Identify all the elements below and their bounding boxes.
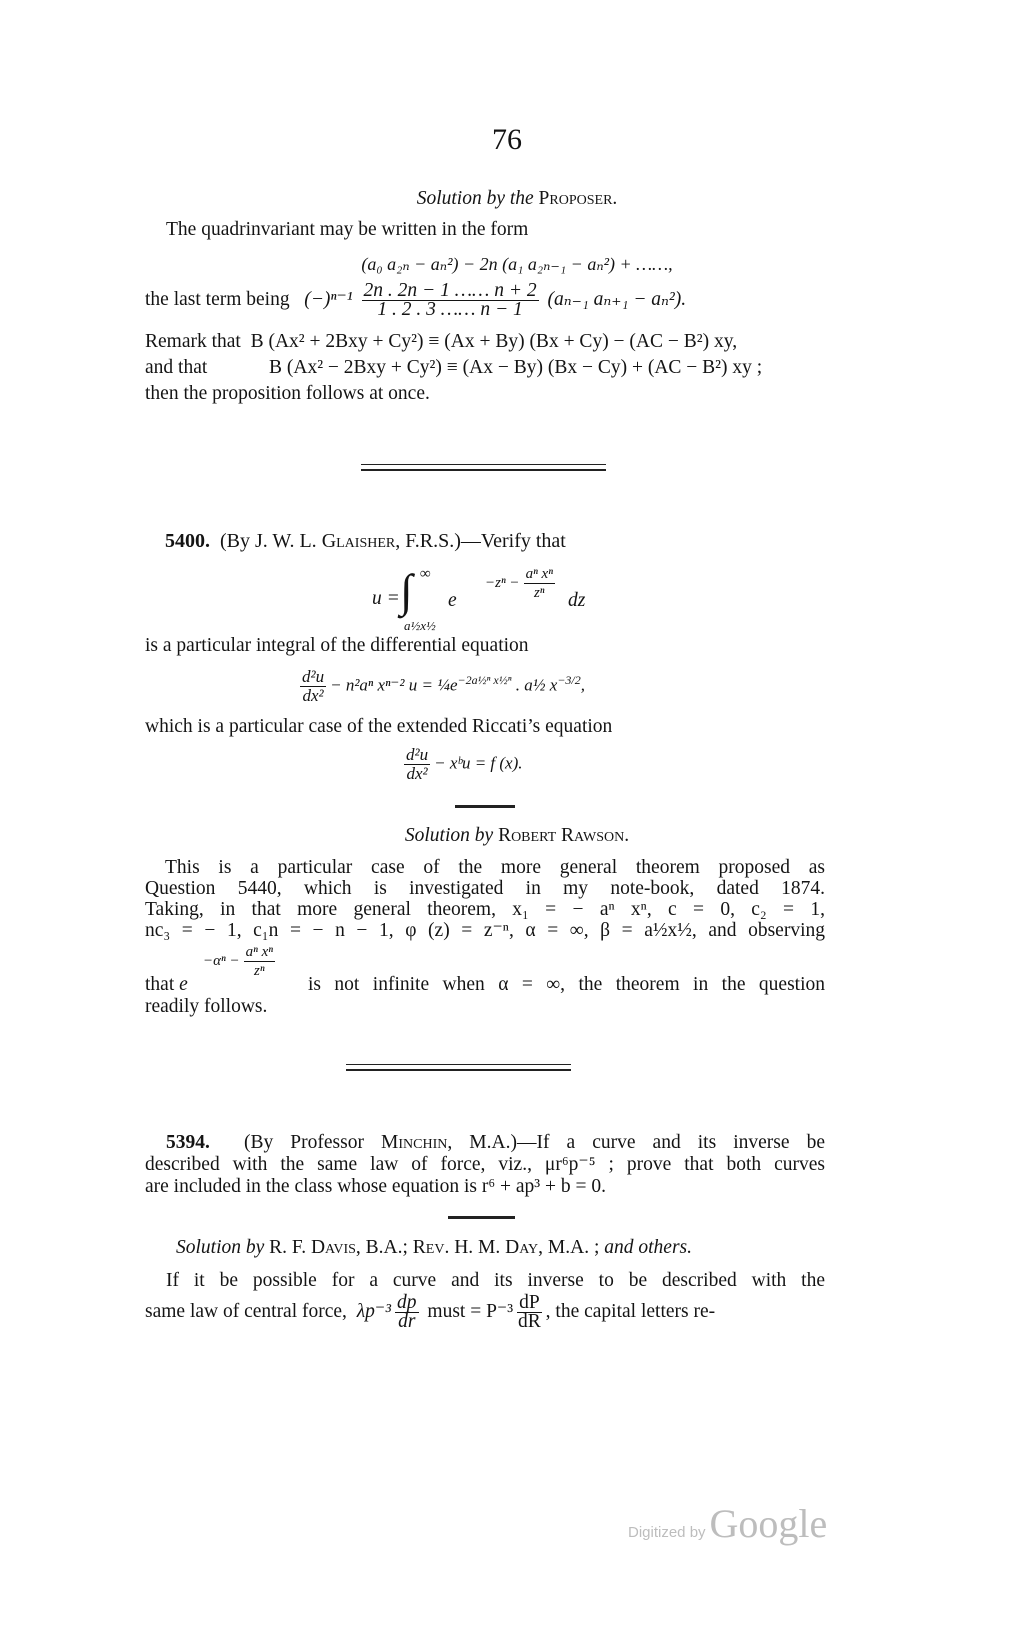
google-watermark <box>628 1500 827 1547</box>
solution-heading <box>10 825 1014 847</box>
lower-limit: a½x½ <box>404 618 436 633</box>
paragraph-line: described with the same law of force, viz., μr⁶p⁻⁵ ; prove that both curves <box>145 1154 825 1175</box>
solution-heading <box>10 188 1014 210</box>
exponent <box>485 565 559 602</box>
riccati-equation <box>400 746 523 783</box>
denominator: zⁿ <box>253 963 265 979</box>
text: must = P⁻³ <box>427 1300 514 1322</box>
label: the last term being <box>145 288 290 310</box>
de-tail-exponent: −3/2 <box>557 672 581 687</box>
numerator: d²u <box>406 745 429 764</box>
paragraph-line: are included in the class whose equation is r⁶ + ap³ + b = 0. <box>145 1176 606 1197</box>
question-header <box>165 530 566 552</box>
exponent <box>203 943 279 980</box>
paragraph-line: Question 5440, which is investigated in my note-book, dated 1874. <box>145 878 825 899</box>
that: that <box>145 974 175 995</box>
numerator: aⁿ xⁿ <box>525 566 553 582</box>
denominator: 1 . 2 . 3 …… n − 1 <box>377 299 523 320</box>
fraction <box>300 668 326 705</box>
numerator: dp <box>397 1292 417 1313</box>
by: (By Professor <box>243 1132 364 1153</box>
short-rule <box>455 805 515 808</box>
equation: B (Ax² + 2Bxy + Cy²) ≡ (Ax + By) (Bx + Cy) − (AC − B²) xy, <box>250 331 738 352</box>
denominator: dr <box>395 1312 419 1331</box>
heading-names: R. F. Davis, B.A.; Rev. H. M. Day, M.A. ; <box>269 1237 600 1258</box>
text: , the capital letters re- <box>545 1300 716 1322</box>
paragraph-line: is a particular integral of the differential equation <box>145 635 529 656</box>
author: Minchin <box>381 1132 448 1153</box>
differential-equation <box>296 668 585 705</box>
heading-italic: Solution by <box>176 1237 265 1258</box>
label: and that <box>145 357 208 378</box>
question-number: 5394. <box>166 1132 210 1153</box>
label: Remark that <box>145 331 241 352</box>
denominator: zⁿ <box>533 585 545 601</box>
solution-heading <box>176 1237 692 1259</box>
exp-base: e <box>448 590 457 611</box>
question-number: 5400. <box>165 530 210 552</box>
exponent-fraction <box>524 565 555 602</box>
exponent-fraction <box>244 943 275 980</box>
short-rule <box>448 1216 515 1219</box>
fraction <box>404 746 430 783</box>
de-tail: . a½ x <box>515 675 558 695</box>
sign: (−)ⁿ⁻¹ <box>304 288 353 310</box>
exponent-prefix: −αⁿ − <box>203 952 240 969</box>
last-term-line <box>145 282 686 319</box>
paragraph-line: If it be possible for a curve and its inverse to be described with the <box>166 1270 825 1291</box>
exponent-prefix: −zⁿ − <box>485 574 520 591</box>
heading-name: Robert Rawson. <box>498 825 630 846</box>
numerator: 2n . 2n − 1 …… n + 2 <box>363 280 537 301</box>
riccati-rest: − xᵇu = f (x). <box>434 753 523 773</box>
paragraph-line: which is a particular case of the extended Riccati’s equation <box>145 716 613 737</box>
math: λp⁻³ <box>356 1300 392 1322</box>
de-exponent: −2a½ⁿ x½ⁿ <box>457 672 512 687</box>
de-rest: − n²aⁿ xⁿ⁻² u = ¼e <box>330 675 458 695</box>
dz: dz <box>568 590 586 611</box>
heading-italic: Solution by the <box>416 188 534 209</box>
formula: (a₀ a₂ₙ − aₙ²) − 2n (a₁ a₂ₙ₋₁ − aₙ²) + ……, <box>361 254 673 274</box>
paragraph-line: is not infinite when α = ∞, the theorem in the question <box>308 974 825 995</box>
remark-line <box>145 331 737 353</box>
fraction <box>395 1294 419 1331</box>
text: same law of central force, <box>145 1300 347 1322</box>
denominator: dx² <box>406 764 428 783</box>
integral-lhs: u = <box>372 588 400 609</box>
watermark-small: Digitized by <box>628 1524 706 1541</box>
exp-base: e <box>179 974 188 995</box>
double-rule <box>346 1064 571 1071</box>
and-line <box>145 357 762 379</box>
paragraph-line <box>145 974 188 996</box>
paragraph-line: readily follows. <box>145 996 268 1017</box>
after: , M.A.)—If a curve and its inverse be <box>447 1132 826 1153</box>
heading-italic: Solution by <box>404 825 494 846</box>
author: Glaisher <box>321 530 396 552</box>
equation: B (Ax² − 2Bxy + Cy²) ≡ (Ax − By) (Bx − Cy) + (AC − B²) xy ; <box>269 357 763 378</box>
fraction <box>362 282 539 319</box>
numerator: aⁿ xⁿ <box>245 944 273 960</box>
paragraph-line: The quadrinvariant may be written in the form <box>166 219 529 240</box>
page-number: 76 <box>492 123 522 156</box>
double-rule <box>361 464 606 471</box>
integral-sign: ∫ <box>400 565 413 616</box>
denominator: dR <box>517 1311 541 1332</box>
numerator: dP <box>519 1292 540 1313</box>
conclusion: then the proposition follows at once. <box>145 383 430 404</box>
heading-tail: and others. <box>604 1237 692 1258</box>
upper-limit: ∞ <box>420 566 431 582</box>
fraction <box>517 1294 542 1331</box>
question-header <box>166 1132 825 1154</box>
tail: (aₙ₋₁ aₙ₊₁ − aₙ²). <box>547 288 687 310</box>
paragraph-line: Taking, in that more general theorem, x₁ = − aⁿ xⁿ, c = 0, c₂ = 1, <box>145 899 825 920</box>
after: , F.R.S.)—Verify that <box>395 530 566 552</box>
numerator: d²u <box>302 667 325 686</box>
by: (By J. W. L. <box>220 530 317 552</box>
watermark-brand: Google <box>709 1501 828 1546</box>
paragraph-line: This is a particular case of the more general theorem proposed as <box>165 857 825 878</box>
heading-name: Proposer. <box>538 188 618 209</box>
denominator: dx² <box>302 686 324 705</box>
comma: , <box>580 675 585 695</box>
paragraph-line <box>145 1294 715 1331</box>
paragraph-line: nc₃ = − 1, c₁n = − n − 1, φ (z) = z⁻ⁿ, α = ∞, β = a½x½, and observing <box>145 920 825 941</box>
